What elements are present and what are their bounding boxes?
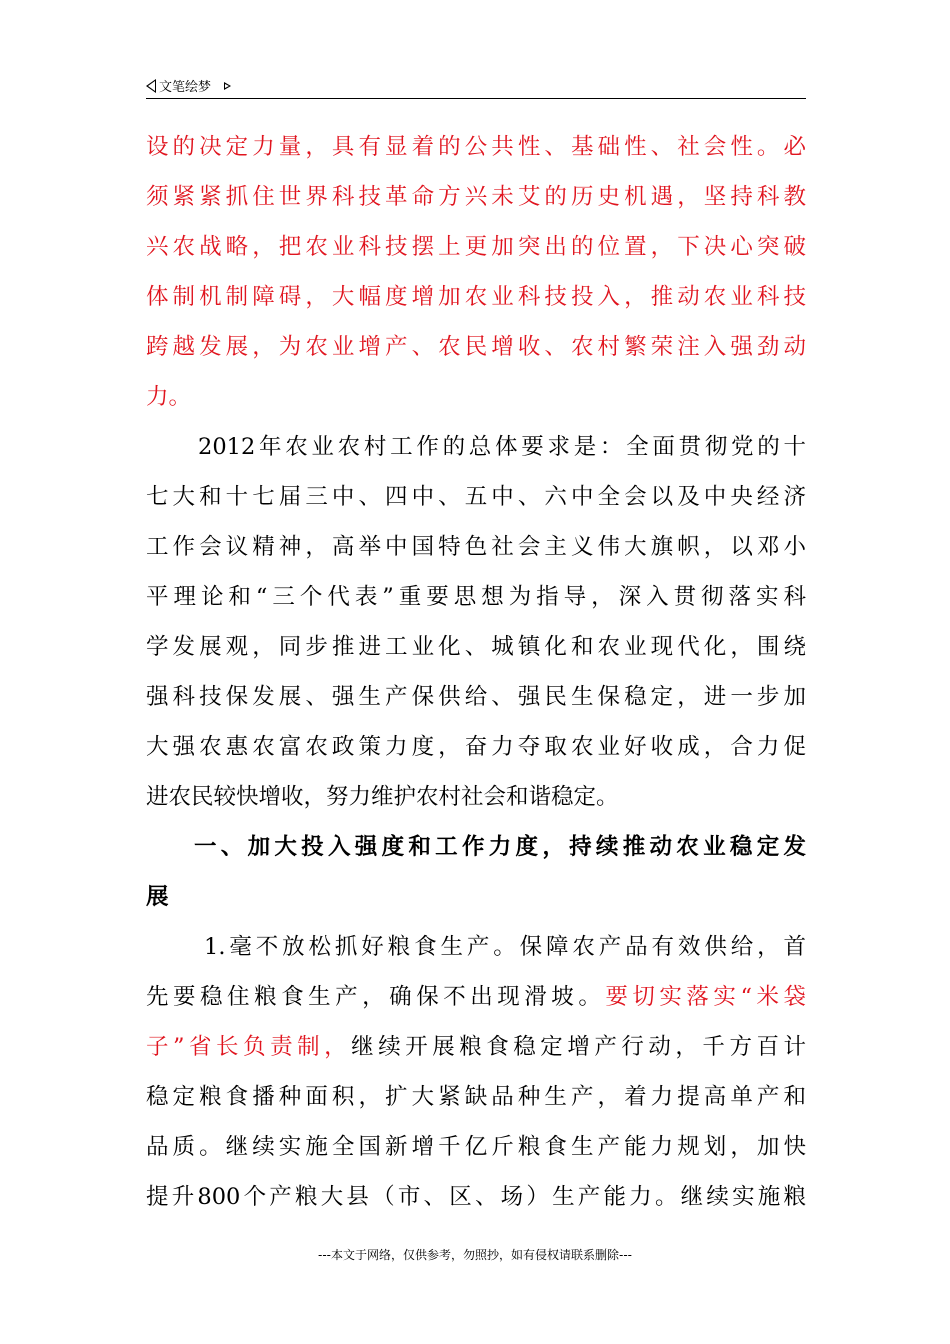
text-line: 力。 [146,384,192,410]
right-triangle-icon [224,82,231,90]
text-line: 品质。继续实施全国新增千亿斤粮食生产能力规划，加快 [146,1134,806,1160]
text-line: 设的决定力量，具有显着的公共性、基础性、社会性。必 [146,134,806,160]
brand-logo [146,76,231,95]
page-footer: ---本文于网络，仅供参考，勿照抄，如有侵权请联系删除--- [318,1248,632,1262]
text-line: 学发展观，同步推进工业化、城镇化和农业现代化，围绕 [146,634,806,660]
text-line: 2012年农业农村工作的总体要求是：全面贯彻党的十 [198,434,806,460]
text-line: 工作会议精神，高举中国特色社会主义伟大旗帜，以邓小 [146,534,806,560]
text-line: 七大和十七届三中、四中、五中、六中全会以及中央经济 [146,484,806,510]
page-header [146,74,806,99]
text-line: 1.毫不放松抓好粮食生产。保障农产品有效供给，首 [204,934,806,960]
text-span: 继续开展粮食稳定增产行动，千方百计 [351,1034,806,1060]
text-line: 体制机制障碍，大幅度增加农业科技投入，推动农业科技 [146,284,806,310]
text-line: 须紧紧抓住世界科技革命方兴未艾的历史机遇，坚持科教 [146,184,806,210]
left-triangle-icon [146,79,156,93]
text-line: 提升800个产粮大县（市、区、场）生产能力。继续实施粮 [146,1184,806,1210]
text-line: 强科技保发展、强生产保供给、强民生保稳定，进一步加 [146,684,806,710]
text-line [146,972,806,1022]
document-body [146,122,806,1222]
text-line: 大强农惠农富农政策力度，奋力夺取农业好收成，合力促 [146,734,806,760]
text-line [146,1022,806,1072]
highlight-span: 要切实落实“米袋 [605,984,806,1010]
section-heading: 一、加大投入强度和工作力度，持续推动农业稳定发 [194,834,806,860]
highlight-span: 子”省长负责制， [146,1034,352,1060]
text-line: 稳定粮食播种面积，扩大紧缺品种生产，着力提高单产和 [146,1084,806,1110]
section-heading: 展 [146,884,169,910]
text-line: 兴农战略，把农业科技摆上更加突出的位置，下决心突破 [146,234,806,260]
text-line: 平理论和“三个代表”重要思想为指导，深入贯彻落实科 [146,584,806,610]
text-line: 跨越发展，为农业增产、农民增收、农村繁荣注入强劲动 [146,334,806,360]
text-line: 进农民较快增收，努力维护农村社会和谐稳定。 [146,784,619,810]
brand-name: 文笔绘梦 [159,80,212,95]
text-span: 先要稳住粮食生产，确保不出现滑坡。 [146,984,606,1010]
